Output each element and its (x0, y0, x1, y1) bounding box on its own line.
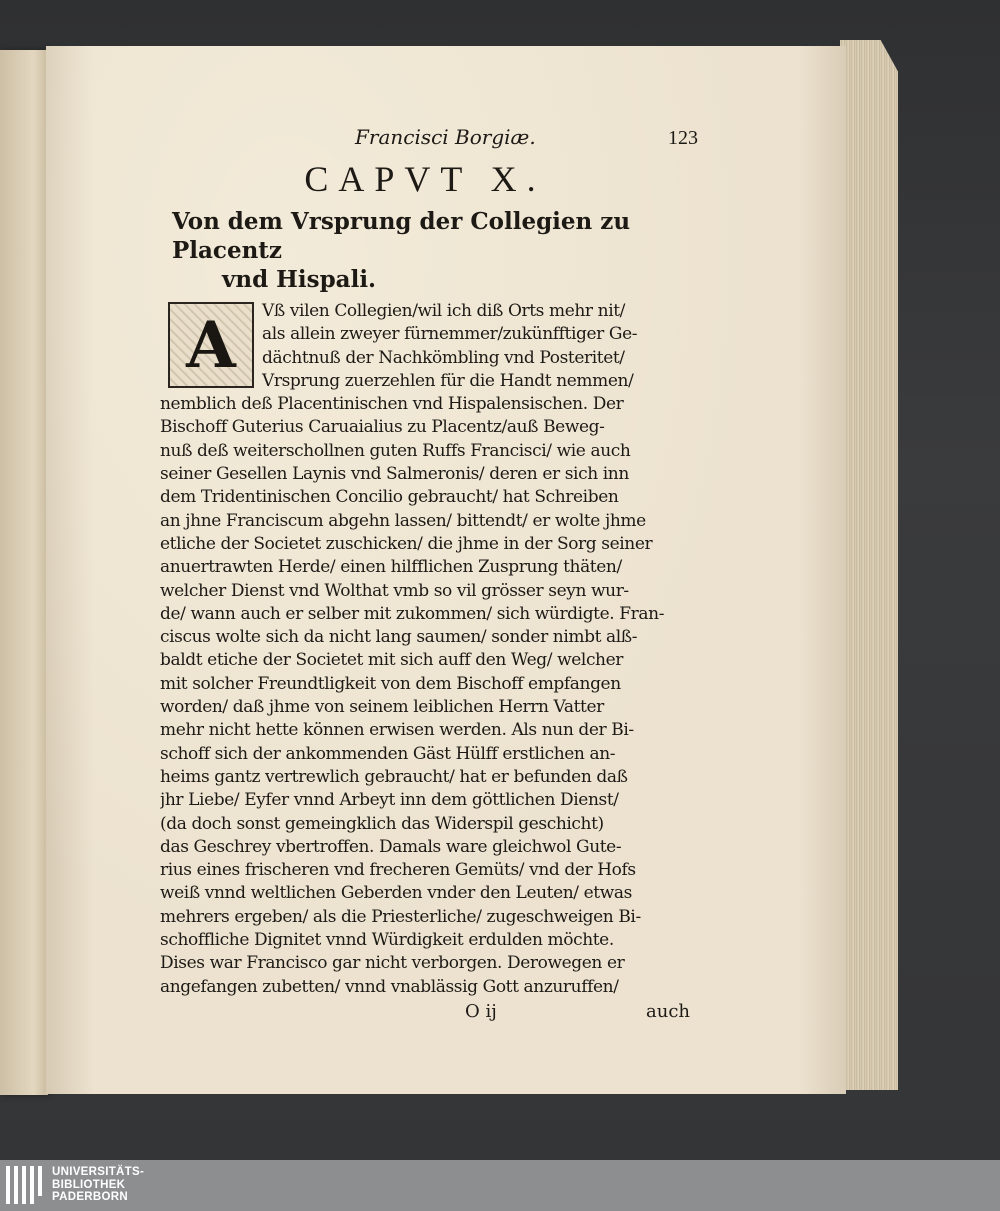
text-line: dem Tridentinischen Concilio gebraucht/ hat Schreiben (160, 487, 619, 508)
text-line: an jhne Franciscum abgehn lassen/ bittendt/ er wolte jhme (160, 510, 646, 531)
text-line: heims gantz vertrewlich gebraucht/ hat er befunden daß (160, 766, 628, 787)
text-line: ciscus wolte sich da nicht lang saumen/ sonder nimbt alß- (160, 627, 638, 648)
page-text-block (160, 125, 698, 1027)
text-line: Dises war Francisco gar nicht verborgen. Derowegen er (160, 953, 625, 974)
text-line: anuertrawten Herde/ einen hilfflichen Zusprung thäten/ (160, 557, 622, 578)
text-line: als allein zweyer fürnemmer/zukünfftiger Ge- (262, 324, 638, 345)
text-line: mehr nicht hette können erwisen werden. Als nun der Bi- (160, 720, 634, 741)
text-line: rius eines frischeren vnd frecheren Gemüts/ vnd der Hofs (160, 860, 636, 881)
library-logo-text (52, 1166, 144, 1204)
page-stack-edge (840, 40, 898, 1090)
heading-line-2: vnd Hispali. (222, 266, 377, 293)
library-footer-bar (0, 1160, 1000, 1211)
text-line: nemblich deß Placentinischen vnd Hispalensischen. Der (160, 394, 624, 415)
text-line: Vrsprung zuerzehlen für die Handt nemmen/ (262, 370, 634, 391)
logo-line-3: PADERBORN (52, 1191, 128, 1203)
text-line: nuß deß weiterschollnen guten Ruffs Francisci/ wie auch (160, 440, 631, 461)
text-line: mehrers ergeben/ als die Priesterliche/ zugeschweigen Bi- (160, 906, 641, 927)
decorated-initial: A (168, 302, 254, 388)
text-line: etliche der Societet zuschicken/ die jhme in der Sorg seiner (160, 533, 653, 554)
text-line: seiner Gesellen Laynis vnd Salmeronis/ deren er sich inn (160, 464, 629, 485)
text-line: Bischoff Guterius Caruaialius zu Placentz/auß Beweg- (160, 417, 605, 438)
left-page-edge (0, 50, 48, 1095)
text-line: jhr Liebe/ Eyfer vnnd Arbeyt inn dem göttlichen Dienst/ (160, 790, 619, 811)
text-line: (da doch sonst gemeingklich das Widerspil geschicht) (160, 813, 604, 834)
text-line: welcher Dienst vnd Wolthat vmb so vil grösser seyn wur- (160, 580, 629, 601)
chapter-title: CAPVT X. (304, 159, 546, 199)
running-head: Francisci Borgiæ. (355, 125, 536, 149)
signature-mark: O ij (465, 1000, 497, 1022)
text-line: dächtnuß der Nachkömbling vnd Posteritet/ (262, 347, 625, 368)
text-line: schoffliche Dignitet vnnd Würdigkeit erdulden möchte. (160, 930, 614, 951)
page-header (160, 125, 698, 159)
heading-line-1: Von dem Vrsprung der Collegien zu Placentz (172, 208, 631, 264)
text-line: baldt etiche der Societet mit sich auff den Weg/ welcher (160, 650, 623, 671)
chapter-heading (172, 207, 690, 294)
text-line: das Geschrey vbertroffen. Damals ware gleichwol Gute- (160, 836, 622, 857)
logo-line-2: BIBLIOTHEK (52, 1178, 126, 1191)
text-line: Vß vilen Collegien/wil ich diß Orts mehr nit/ (262, 301, 626, 321)
page-number: 123 (668, 127, 698, 149)
logo-line-1: UNIVERSITÄTS- (52, 1166, 145, 1178)
catchword: auch (646, 1000, 690, 1022)
text-line: weiß vnnd weltlichen Geberden vnder den Leuten/ etwas (160, 883, 632, 904)
page-footer-line (160, 1001, 690, 1027)
text-line: angefangen zubetten/ vnnd vnablässig Gott anzuruffen/ (160, 976, 619, 997)
text-line: schoff sich der ankommenden Gäst Hülff erstlichen an- (160, 743, 616, 764)
body-text (160, 300, 690, 1027)
text-line: mit solcher Freundtligkeit von dem Bischoff empfangen (160, 673, 621, 694)
text-line: de/ wann auch er selber mit zukommen/ sich würdigte. Fran- (160, 603, 665, 624)
text-line: worden/ daß jhme von seinem leiblichen Herrn Vatter (160, 697, 604, 718)
library-logo-icon (6, 1166, 46, 1204)
